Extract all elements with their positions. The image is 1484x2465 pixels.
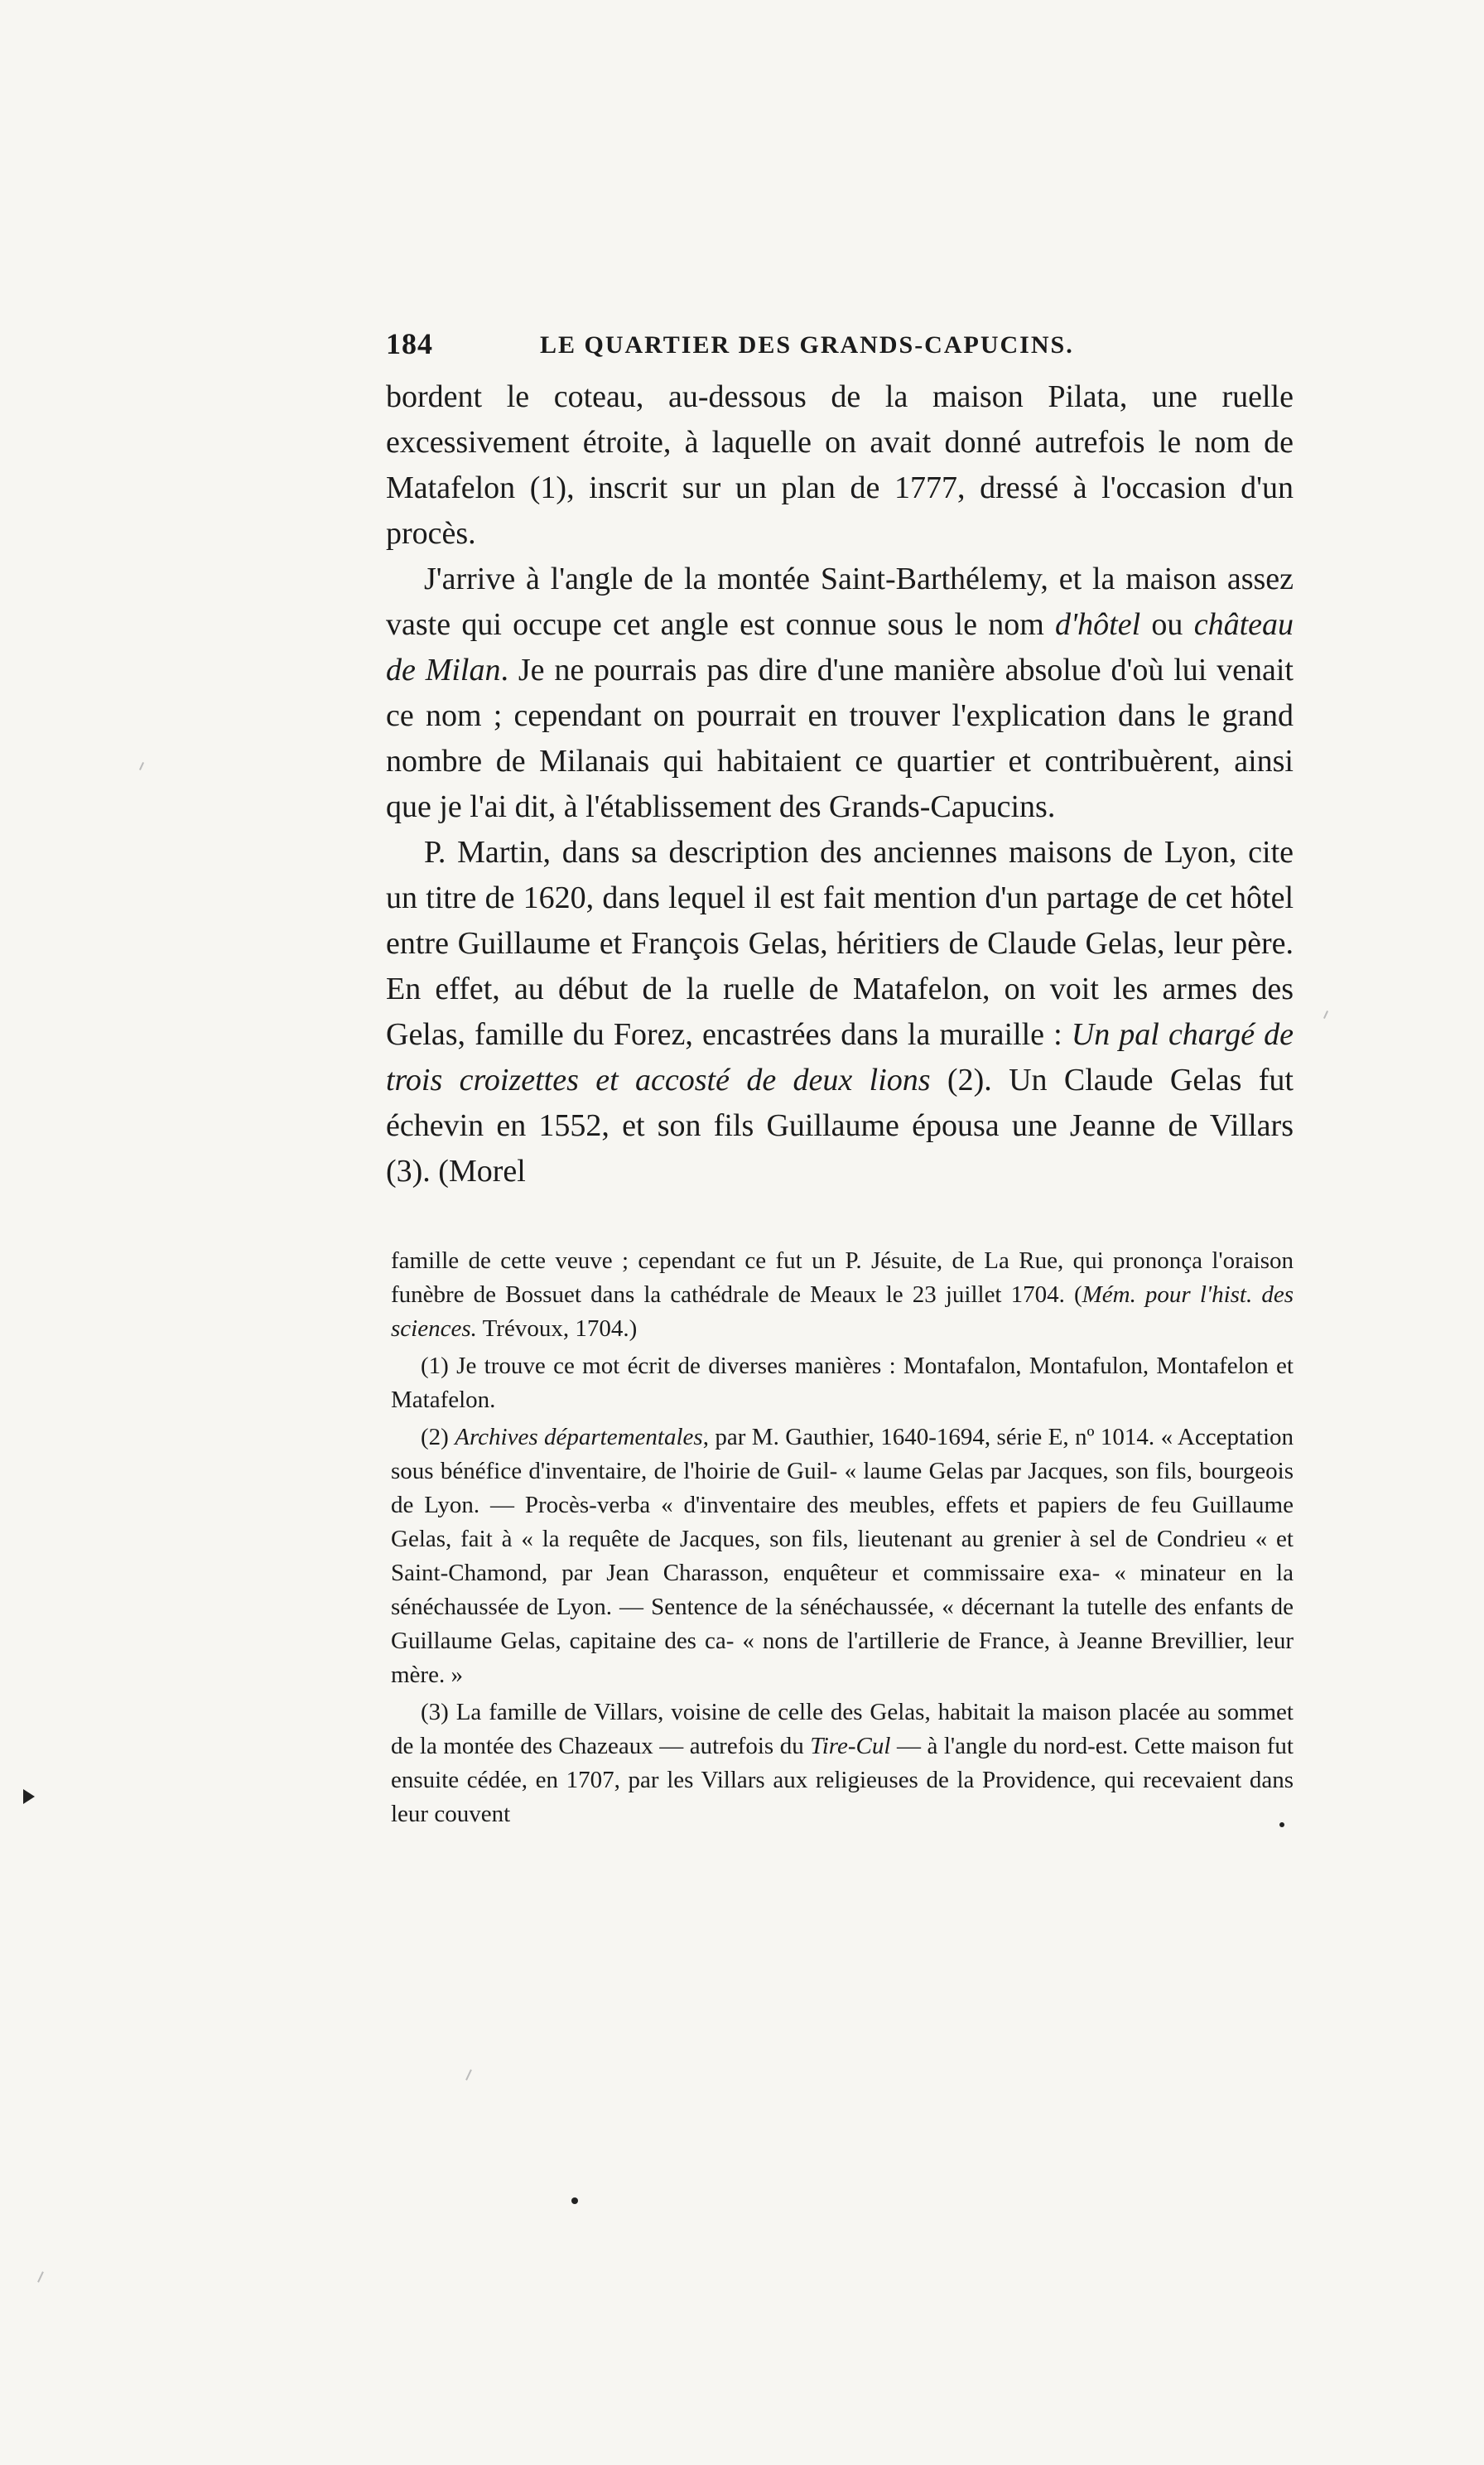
text-run: ou bbox=[1140, 607, 1194, 642]
italic-run: Archives départementales bbox=[455, 1424, 703, 1450]
ink-dot-icon bbox=[1279, 1822, 1284, 1827]
footnote-2 bbox=[391, 1421, 1294, 1692]
text-run: (3) La famille de Villars, voisine de celle des Gelas, habitait la maison placée au sommet de la montée des Chazeaux — autrefois du bbox=[391, 1699, 1294, 1759]
footnote-1: (1) Je trouve ce mot écrit de diverses manières : Montafalon, Montafulon, Montafelon et Matafelon. bbox=[391, 1353, 1294, 1413]
footnotes bbox=[391, 1244, 1294, 1835]
speck-icon bbox=[139, 762, 144, 770]
footnote-continued bbox=[391, 1244, 1294, 1346]
text-run: P. Martin, dans sa description des anciennes maisons de Lyon, cite un titre de 1620, dans lequel il est fait mention d'un partage de cet hôtel entre Guillaume et François Gelas, héritiers de Claude Gelas, leur père. En effet, au début de la ruelle de Matafelon, on voit les armes des Gelas, famille du Forez, encastrées dans la muraille : bbox=[386, 835, 1294, 1052]
ink-dot-icon bbox=[571, 2197, 578, 2204]
italic-run: Mém. pour l'hist. des sciences. bbox=[391, 1281, 1294, 1342]
text-run: (2). Un Claude Gelas fut échevin en 1552, et son fils Guillaume épousa une Jeanne de Villars (3). (Morel bbox=[386, 1063, 1294, 1189]
margin-mark-icon bbox=[23, 1789, 35, 1804]
text-run: . Je ne pourrais pas dire d'une manière absolue d'où lui venait ce nom ; cependant on pourrait en trouver l'explication dans le grand nombre de Milanais qui habitaient ce quartier et contribuèrent, ainsi que je l'ai dit, à l'établissement des Grands-Capucins. bbox=[386, 653, 1294, 824]
paragraph-2 bbox=[386, 557, 1294, 830]
paragraph-3 bbox=[386, 830, 1294, 1194]
speck-icon bbox=[465, 2069, 472, 2081]
footnote-3 bbox=[391, 1696, 1294, 1831]
text-run: , par M. Gauthier, 1640-1694, série E, nº 1014. « Acceptation sous bénéfice d'inventaire, de l'hoirie de Guil- « laume Gelas par Jacques, son fils, bourgeois de Lyon. — Procès-verba « d'inventaire des meubles, effets et papiers de feu Guillaume Gelas, fait à « la requête de Jacques, son fils, lieutenant au grenier à sel de Condrieu « et Saint-Chamond, par Jean Charasson, enquêteur et commissaire exa- « minateur en la sénéchaussée de Lyon. — Sentence de la sénéchaussée, « décernant la tutelle des enfants de Guillaume Gelas, capitaine des ca- « nons de l'artillerie de France, à Jeanne Brevillier, leur mère. » bbox=[391, 1424, 1294, 1688]
text-run: J'arrive à l'angle de la montée Saint-Barthélemy, et la maison assez vaste qui occupe cet angle est connue sous le nom bbox=[386, 562, 1294, 642]
text-run: (2) bbox=[421, 1424, 455, 1450]
italic-run: Tire-Cul bbox=[810, 1733, 891, 1759]
main-text bbox=[386, 374, 1294, 1194]
text-run: Trévoux, 1704.) bbox=[476, 1315, 638, 1342]
page-number: 184 bbox=[386, 327, 433, 360]
speck-icon bbox=[37, 2271, 44, 2283]
paragraph-1: bordent le coteau, au-dessous de la maison Pilata, une ruelle excessivement étroite, à laquelle on avait donné autrefois le nom de Matafelon (1), inscrit sur un plan de 1777, dressé à l'occasion d'un procès. bbox=[386, 379, 1294, 551]
text-run: — à l'angle du nord-est. Cette maison fut ensuite cédée, en 1707, par les Villars aux religieuses de la Providence, qui recevaient dans leur couvent bbox=[391, 1733, 1294, 1827]
running-header bbox=[386, 326, 1294, 363]
speck-icon bbox=[1323, 1011, 1328, 1019]
italic-run: d'hôtel bbox=[1055, 607, 1141, 642]
italic-run: château de Milan bbox=[386, 607, 1294, 687]
text-run: famille de cette veuve ; cependant ce fut un P. Jésuite, de La Rue, qui prononça l'oraison funèbre de Bossuet dans la cathédrale de Meaux le 23 juillet 1704. ( bbox=[391, 1247, 1294, 1308]
italic-run: Un pal chargé de trois croizettes et accosté de deux lions bbox=[386, 1017, 1294, 1097]
running-title: LE QUARTIER DES GRANDS-CAPUCINS. bbox=[540, 331, 1074, 359]
